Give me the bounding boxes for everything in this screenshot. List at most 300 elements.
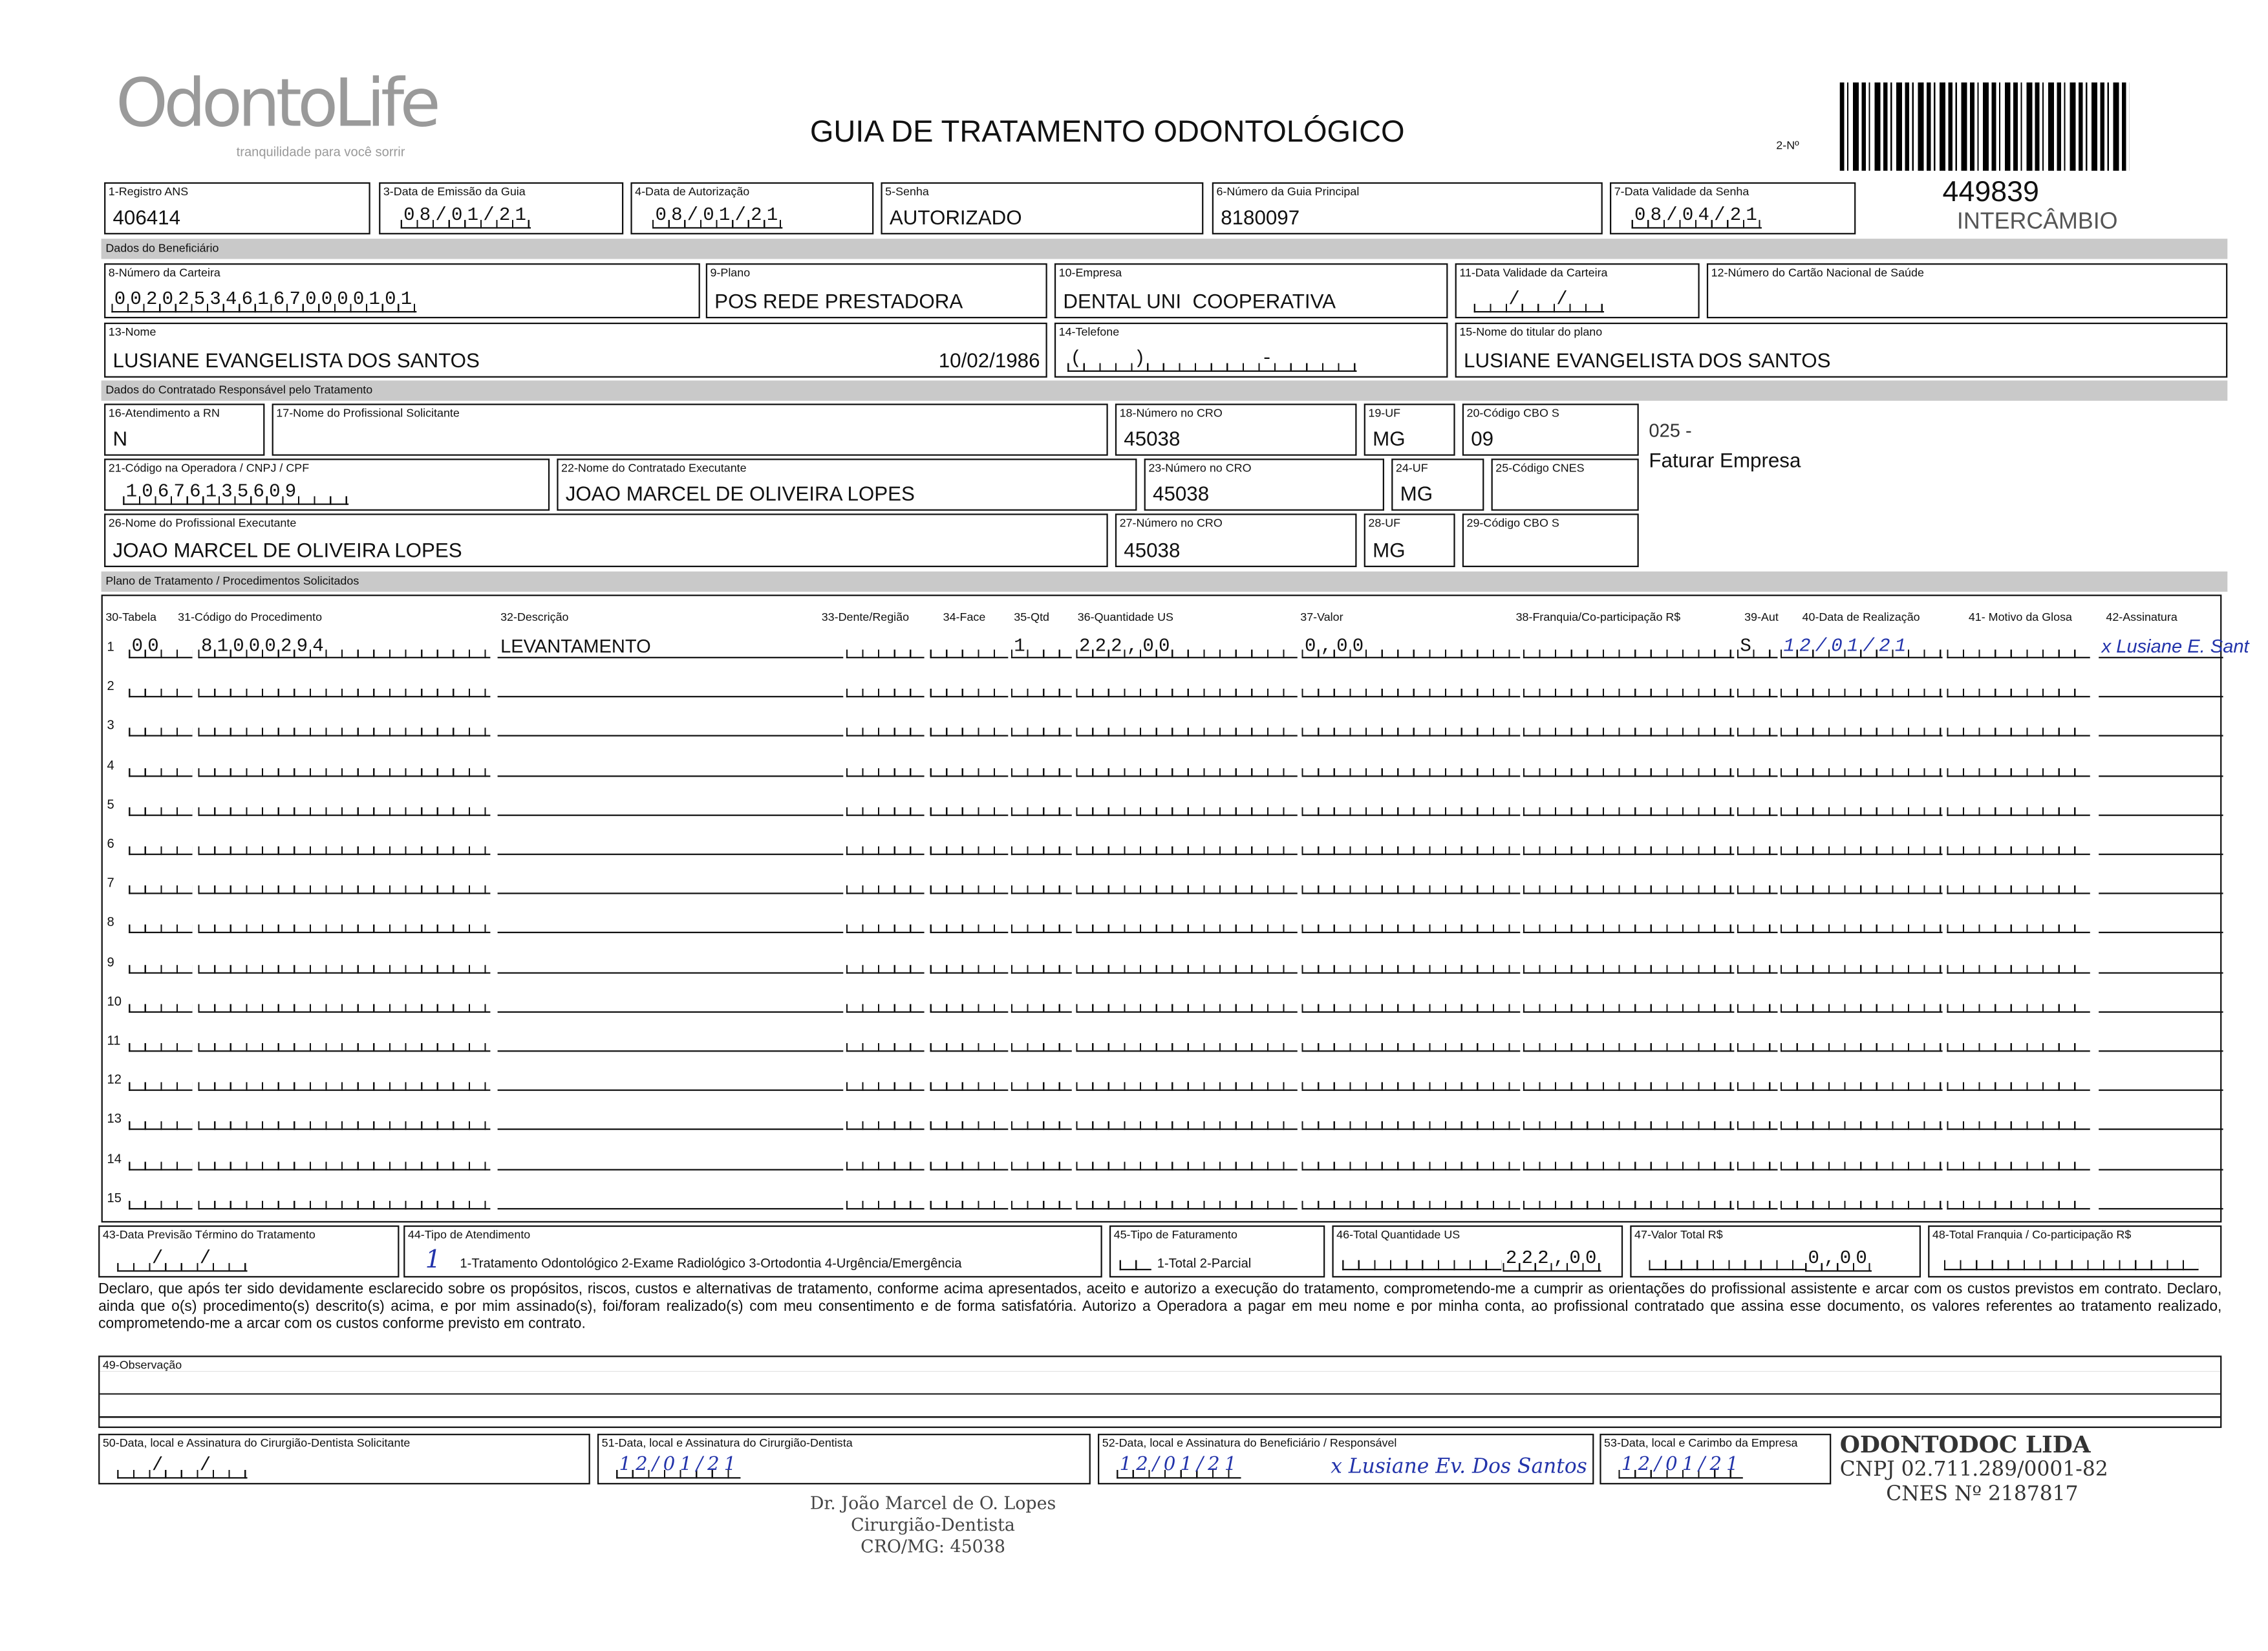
cell-dente[interactable] <box>846 911 925 934</box>
cell-glosa[interactable] <box>1947 1029 2090 1052</box>
row-number: 14 <box>107 1150 122 1166</box>
cell-franquia[interactable] <box>1523 1147 1735 1170</box>
cell-tabela[interactable] <box>129 950 192 973</box>
cell-assinatura[interactable] <box>2099 911 2223 934</box>
cell-qtd[interactable] <box>1011 714 1072 737</box>
field-uf-19 <box>1364 404 1455 456</box>
cell-aut[interactable] <box>1737 989 1778 1013</box>
cell-descricao[interactable]: LEVANTAMENTO <box>498 635 844 658</box>
cell-tabela[interactable] <box>129 1147 192 1170</box>
cell-dente[interactable] <box>846 1107 925 1130</box>
cell-qtd[interactable] <box>1011 1068 1072 1091</box>
table-row <box>103 1139 2220 1178</box>
value[interactable]: 08/01/21 <box>652 204 782 228</box>
cell-assinatura[interactable] <box>2099 714 2223 737</box>
label: 19-UF <box>1368 406 1401 420</box>
cell-assinatura[interactable] <box>2099 793 2223 816</box>
cell-valor[interactable] <box>1301 674 1520 698</box>
value[interactable]: JOAO MARCEL DE OLIVEIRA LOPES <box>112 538 462 562</box>
cell-valor[interactable]: 0,00 <box>1301 635 1520 658</box>
cell-face[interactable] <box>930 753 1009 777</box>
cell-qtd-us[interactable] <box>1076 674 1297 698</box>
cell-glosa[interactable] <box>1947 793 2090 816</box>
cell-face[interactable] <box>930 832 1009 855</box>
cell-tabela[interactable] <box>129 714 192 737</box>
slot-lines <box>1649 1253 1805 1270</box>
cell-face[interactable] <box>930 714 1009 737</box>
cell-glosa[interactable] <box>1947 1186 2090 1209</box>
birth-date[interactable]: 10/02/1986 <box>938 349 1040 372</box>
value[interactable]: 09 <box>1471 426 1494 450</box>
cell-assinatura[interactable]: x Lusiane E. Sant <box>2099 635 2223 658</box>
cell-assinatura[interactable] <box>2099 1186 2223 1209</box>
cell-franquia[interactable] <box>1523 911 1735 934</box>
cell-qtd-us[interactable]: 222,00 <box>1076 635 1297 658</box>
cell-codigo[interactable] <box>198 1068 490 1091</box>
slot-lines <box>1342 1253 1501 1270</box>
cell-tabela[interactable] <box>129 753 192 777</box>
row-number: 5 <box>107 797 114 812</box>
row-number: 9 <box>107 954 114 969</box>
cell-data[interactable] <box>1781 793 1943 816</box>
value[interactable]: 8180097 <box>1221 205 1300 229</box>
cell-tabela[interactable] <box>129 911 192 934</box>
cell-dente[interactable] <box>846 871 925 894</box>
cell-data[interactable] <box>1781 950 1943 973</box>
cell-aut[interactable] <box>1737 674 1778 698</box>
label: 52-Data, local e Assinatura do Beneficiário / Responsável <box>1102 1436 1397 1450</box>
cell-valor[interactable] <box>1301 1186 1520 1209</box>
label: 22-Nome do Contratado Executante <box>561 461 747 475</box>
date[interactable]: 12/01/21 <box>1618 1454 1742 1478</box>
label: 46-Total Quantidade US <box>1336 1228 1460 1242</box>
cell-descricao[interactable] <box>498 1107 844 1130</box>
stamp-cnes: CNES Nº 2187817 <box>1886 1483 2079 1506</box>
field-nome <box>104 323 1047 378</box>
cell-face[interactable] <box>930 950 1009 973</box>
cell-data[interactable] <box>1781 871 1943 894</box>
cell-codigo[interactable] <box>198 1147 490 1170</box>
cell-franquia[interactable] <box>1523 793 1735 816</box>
row-number: 12 <box>107 1072 122 1087</box>
cell-qtd[interactable]: 1 <box>1011 635 1072 658</box>
value[interactable]: N <box>112 426 128 450</box>
cell-franquia[interactable] <box>1523 635 1735 658</box>
cell-codigo[interactable] <box>198 989 490 1013</box>
cell-face[interactable] <box>930 635 1009 658</box>
cell-assinatura[interactable] <box>2099 674 2223 698</box>
stamp-title: Cirurgião-Dentista <box>851 1515 1015 1535</box>
cell-descricao[interactable] <box>498 793 844 816</box>
cell-data[interactable] <box>1781 1186 1943 1209</box>
cell-assinatura[interactable] <box>2099 871 2223 894</box>
cell-descricao[interactable] <box>498 950 844 973</box>
guide-number-label: 2-Nº <box>1776 138 1799 152</box>
cell-qtd-us[interactable] <box>1076 1147 1297 1170</box>
value[interactable]: LUSIANE EVANGELISTA DOS SANTOS <box>112 349 480 372</box>
cell-dente[interactable] <box>846 950 925 973</box>
cell-assinatura[interactable] <box>2099 832 2223 855</box>
cell-data[interactable] <box>1781 753 1943 777</box>
cell-face[interactable] <box>930 1147 1009 1170</box>
cell-qtd-us[interactable] <box>1076 1107 1297 1130</box>
label: 8-Número da Carteira <box>108 266 220 279</box>
cell-valor[interactable] <box>1301 911 1520 934</box>
row-number: 2 <box>107 678 114 694</box>
row-number: 3 <box>107 718 114 733</box>
cell-tabela[interactable] <box>129 793 192 816</box>
cell-codigo[interactable] <box>198 950 490 973</box>
cell-face[interactable] <box>930 674 1009 698</box>
cell-dente[interactable] <box>846 1147 925 1170</box>
label: 49-Observação <box>102 1358 182 1372</box>
cell-qtd[interactable] <box>1011 989 1072 1013</box>
cell-aut[interactable] <box>1737 950 1778 973</box>
cell-codigo[interactable] <box>198 753 490 777</box>
cell-qtd-us[interactable] <box>1076 1068 1297 1091</box>
label: 18-Número no CRO <box>1119 406 1223 420</box>
cell-codigo[interactable] <box>198 793 490 816</box>
cell-glosa[interactable] <box>1947 989 2090 1013</box>
value[interactable]: ( ) - <box>1067 347 1357 372</box>
cell-franquia[interactable] <box>1523 1107 1735 1130</box>
cell-data[interactable] <box>1781 674 1943 698</box>
cell-valor[interactable] <box>1301 714 1520 737</box>
value[interactable]: 10676135609 <box>123 480 348 505</box>
cell-descricao[interactable] <box>498 1186 844 1209</box>
cell-qtd-us[interactable] <box>1076 1186 1297 1209</box>
cell-qtd-us[interactable] <box>1076 1029 1297 1052</box>
cell-qtd[interactable] <box>1011 793 1072 816</box>
cell-face[interactable] <box>930 793 1009 816</box>
value[interactable]: 45038 <box>1124 426 1181 450</box>
value[interactable]: POS REDE PRESTADORA <box>714 289 963 313</box>
label: 6-Número da Guia Principal <box>1216 185 1360 199</box>
cell-glosa[interactable] <box>1947 753 2090 777</box>
table-row <box>103 667 2220 706</box>
label: 27-Número no CRO <box>1119 516 1223 530</box>
row-number: 7 <box>107 875 114 890</box>
cell-descricao[interactable] <box>498 989 844 1013</box>
cell-qtd[interactable] <box>1011 1107 1072 1130</box>
cell-franquia[interactable] <box>1523 674 1735 698</box>
value[interactable] <box>1944 1253 2199 1270</box>
cell-dente[interactable] <box>846 714 925 737</box>
cell-tabela[interactable] <box>129 871 192 894</box>
cell-codigo[interactable] <box>198 714 490 737</box>
column-header: 42-Assinatura <box>2106 610 2177 624</box>
cell-descricao[interactable] <box>498 1147 844 1170</box>
cell-franquia[interactable] <box>1523 753 1735 777</box>
cell-dente[interactable] <box>846 832 925 855</box>
logo-text: OdontoLife <box>115 63 437 142</box>
cell-dente[interactable] <box>846 635 925 658</box>
label: 7-Data Validade da Senha <box>1614 185 1749 199</box>
cell-descricao[interactable] <box>498 871 844 894</box>
cell-valor[interactable] <box>1301 1029 1520 1052</box>
cell-dente[interactable] <box>846 1186 925 1209</box>
value[interactable]: 406414 <box>112 205 181 229</box>
cell-qtd-us[interactable] <box>1076 950 1297 973</box>
date[interactable]: 12/01/21 <box>1117 1454 1241 1478</box>
cell-qtd-us[interactable] <box>1076 989 1297 1013</box>
cell-assinatura[interactable] <box>2099 950 2223 973</box>
cell-glosa[interactable] <box>1947 871 2090 894</box>
cell-aut[interactable] <box>1737 1186 1778 1209</box>
value[interactable]: LUSIANE EVANGELISTA DOS SANTOS <box>1464 349 1831 372</box>
cell-qtd[interactable] <box>1011 1147 1072 1170</box>
value[interactable]: / / <box>117 1247 247 1271</box>
row-number: 11 <box>107 1033 121 1048</box>
column-header: 33-Dente/Região <box>821 610 910 624</box>
label: 47-Valor Total R$ <box>1634 1228 1723 1242</box>
value[interactable]: 0020253461670000101 <box>111 288 416 312</box>
stamp-cnpj: CNPJ 02.711.289/0001-82 <box>1839 1458 2108 1482</box>
field-cbo-20 <box>1462 404 1639 456</box>
cell-face[interactable] <box>930 1186 1009 1209</box>
cell-franquia[interactable] <box>1523 1068 1735 1091</box>
cell-face[interactable] <box>930 1068 1009 1091</box>
cell-franquia[interactable] <box>1523 871 1735 894</box>
stamp-company-name: ODONTODOC LIDA <box>1839 1430 2091 1459</box>
cell-face[interactable] <box>930 871 1009 894</box>
cell-franquia[interactable] <box>1523 714 1735 737</box>
cell-data[interactable] <box>1781 1068 1943 1091</box>
label: 53-Data, local e Carimbo da Empresa <box>1604 1436 1798 1450</box>
cell-face[interactable] <box>930 989 1009 1013</box>
value[interactable]: AUTORIZADO <box>889 205 1022 229</box>
cell-data[interactable] <box>1781 714 1943 737</box>
guide-type: INTERCÂMBIO <box>1956 210 2118 235</box>
cell-qtd[interactable] <box>1011 950 1072 973</box>
cell-valor[interactable] <box>1301 753 1520 777</box>
value[interactable]: JOAO MARCEL DE OLIVEIRA LOPES <box>565 481 915 505</box>
cell-qtd[interactable] <box>1011 911 1072 934</box>
cell-descricao[interactable] <box>498 714 844 737</box>
cell-descricao[interactable] <box>498 911 844 934</box>
date[interactable]: / / <box>117 1454 247 1478</box>
label: 14-Telefone <box>1058 325 1120 339</box>
cell-glosa[interactable] <box>1947 1068 2090 1091</box>
cell-valor[interactable] <box>1301 950 1520 973</box>
cell-face[interactable] <box>930 1029 1009 1052</box>
column-header: 32-Descrição <box>500 610 569 624</box>
label: 15-Nome do titular do plano <box>1459 325 1603 339</box>
cell-tabela[interactable] <box>129 1107 192 1130</box>
cell-glosa[interactable] <box>1947 714 2090 737</box>
cell-aut[interactable] <box>1737 1147 1778 1170</box>
cell-descricao[interactable] <box>498 1068 844 1091</box>
cell-assinatura[interactable] <box>2099 1107 2223 1130</box>
cell-valor[interactable] <box>1301 793 1520 816</box>
field-valor-total <box>1630 1225 1921 1278</box>
cell-data[interactable] <box>1781 911 1943 934</box>
column-header: 31-Código do Procedimento <box>178 610 323 624</box>
cell-tabela[interactable] <box>129 832 192 855</box>
cell-valor[interactable] <box>1301 1068 1520 1091</box>
cell-descricao[interactable] <box>498 1029 844 1052</box>
value[interactable]: / / <box>1474 288 1604 312</box>
cell-aut[interactable] <box>1737 832 1778 855</box>
cell-franquia[interactable] <box>1523 1186 1735 1209</box>
date[interactable]: 12/01/21 <box>616 1454 740 1478</box>
value[interactable]: 222,00 <box>1503 1247 1601 1271</box>
cell-qtd-us[interactable] <box>1076 793 1297 816</box>
cell-codigo[interactable] <box>198 674 490 698</box>
cell-glosa[interactable] <box>1947 1107 2090 1130</box>
cell-aut[interactable] <box>1737 793 1778 816</box>
cell-qtd[interactable] <box>1011 1029 1072 1052</box>
cell-franquia[interactable] <box>1523 950 1735 973</box>
cell-aut[interactable] <box>1737 871 1778 894</box>
cell-aut[interactable] <box>1737 1068 1778 1091</box>
cell-glosa[interactable] <box>1947 950 2090 973</box>
cell-qtd[interactable] <box>1011 1186 1072 1209</box>
field-plano <box>706 263 1047 318</box>
label: 48-Total Franquia / Co-participação R$ <box>1932 1228 2132 1242</box>
cell-aut[interactable] <box>1737 911 1778 934</box>
cell-assinatura[interactable] <box>2099 753 2223 777</box>
row-number: 13 <box>107 1112 122 1127</box>
value[interactable]: 08/01/21 <box>401 204 531 228</box>
procedures-table <box>102 594 2249 1222</box>
cell-assinatura[interactable] <box>2099 1068 2223 1091</box>
company-stamp <box>1840 1432 2108 1507</box>
cell-codigo[interactable] <box>198 832 490 855</box>
cell-valor[interactable] <box>1301 1107 1520 1130</box>
cell-franquia[interactable] <box>1523 989 1735 1013</box>
cell-valor[interactable] <box>1301 989 1520 1013</box>
row-number: 1 <box>107 639 114 654</box>
value-box[interactable] <box>1120 1253 1151 1270</box>
cell-assinatura[interactable] <box>2099 1029 2223 1052</box>
cell-dente[interactable] <box>846 989 925 1013</box>
label: 21-Código na Operadora / CNPJ / CPF <box>108 461 310 475</box>
cell-qtd-us[interactable] <box>1076 753 1297 777</box>
cell-descricao[interactable] <box>498 753 844 777</box>
cell-qtd-us[interactable] <box>1076 911 1297 934</box>
cell-dente[interactable] <box>846 793 925 816</box>
cell-dente[interactable] <box>846 753 925 777</box>
cell-codigo[interactable] <box>198 1186 490 1209</box>
cell-data[interactable] <box>1781 989 1943 1013</box>
field-senha <box>881 182 1203 235</box>
cell-dente[interactable] <box>846 1029 925 1052</box>
cell-tabela[interactable] <box>129 1186 192 1209</box>
cell-glosa[interactable] <box>1947 1147 2090 1170</box>
cell-aut[interactable] <box>1737 753 1778 777</box>
value[interactable]: 45038 <box>1153 481 1210 505</box>
cell-tabela[interactable] <box>129 1068 192 1091</box>
label: 51-Data, local e Assinatura do Cirurgião-Dentista <box>601 1436 853 1450</box>
cell-tabela[interactable] <box>129 1029 192 1052</box>
cell-qtd[interactable] <box>1011 753 1072 777</box>
cell-qtd[interactable] <box>1011 832 1072 855</box>
label: 9-Plano <box>710 266 751 279</box>
cell-tabela[interactable] <box>129 674 192 698</box>
value[interactable]: MG <box>1373 426 1406 450</box>
cell-face[interactable] <box>930 1107 1009 1130</box>
cell-aut[interactable]: S <box>1737 635 1778 658</box>
cell-codigo[interactable]: 81000294 <box>198 635 490 658</box>
column-header: 34-Face <box>943 610 986 624</box>
cell-glosa[interactable] <box>1947 832 2090 855</box>
cell-data[interactable] <box>1781 832 1943 855</box>
cell-glosa[interactable] <box>1947 635 2090 658</box>
table-row <box>103 1061 2220 1099</box>
field-data-emissao <box>379 182 623 235</box>
cell-qtd-us[interactable] <box>1076 871 1297 894</box>
value[interactable]: 0,00 <box>1805 1247 1872 1271</box>
label: 24-UF <box>1395 461 1428 475</box>
page-title: GUIA DE TRATAMENTO ODONTOLÓGICO <box>809 115 1405 149</box>
cell-tabela[interactable]: 00 <box>129 635 192 658</box>
label: 5-Senha <box>885 185 929 199</box>
value[interactable]: 08/04/21 <box>1632 204 1762 228</box>
cell-valor[interactable] <box>1301 1147 1520 1170</box>
value[interactable]: 45038 <box>1124 538 1181 562</box>
cell-codigo[interactable] <box>198 871 490 894</box>
cell-aut[interactable] <box>1737 1107 1778 1130</box>
side-note-code: 025 - <box>1649 419 1692 442</box>
field-validade-senha <box>1610 182 1856 235</box>
value[interactable]: MG <box>1373 538 1406 562</box>
cell-descricao[interactable] <box>498 674 844 698</box>
cell-dente[interactable] <box>846 674 925 698</box>
cell-assinatura[interactable] <box>2099 989 2223 1013</box>
cell-aut[interactable] <box>1737 714 1778 737</box>
logo-tagline: tranquilidade para você sorrir <box>236 144 405 160</box>
field-total-us <box>1332 1225 1623 1278</box>
cell-data[interactable] <box>1781 1147 1943 1170</box>
cell-qtd-us[interactable] <box>1076 832 1297 855</box>
cell-data[interactable]: 12/01/21 <box>1781 635 1943 658</box>
label: 11-Data Validade da Carteira <box>1459 266 1608 279</box>
label: 23-Número no CRO <box>1148 461 1252 475</box>
value[interactable]: 1 <box>425 1246 441 1275</box>
cell-codigo[interactable] <box>198 1029 490 1052</box>
field-prof-solicitante <box>272 404 1108 456</box>
cell-dente[interactable] <box>846 1068 925 1091</box>
value[interactable]: MG <box>1400 481 1433 505</box>
cell-aut[interactable] <box>1737 1029 1778 1052</box>
label: 4-Data de Autorização <box>635 185 750 199</box>
cell-codigo[interactable] <box>198 1107 490 1130</box>
value[interactable]: DENTAL UNI COOPERATIVA <box>1063 289 1336 313</box>
cell-valor[interactable] <box>1301 871 1520 894</box>
cell-tabela[interactable] <box>129 989 192 1013</box>
cell-qtd[interactable] <box>1011 871 1072 894</box>
cell-descricao[interactable] <box>498 832 844 855</box>
label: 29-Código CBO S <box>1466 516 1559 530</box>
cell-data[interactable] <box>1781 1029 1943 1052</box>
cell-glosa[interactable] <box>1947 911 2090 934</box>
cell-franquia[interactable] <box>1523 832 1735 855</box>
cell-qtd-us[interactable] <box>1076 714 1297 737</box>
cell-glosa[interactable] <box>1947 674 2090 698</box>
cell-assinatura[interactable] <box>2099 1147 2223 1170</box>
cell-qtd[interactable] <box>1011 674 1072 698</box>
cell-codigo[interactable] <box>198 911 490 934</box>
cell-data[interactable] <box>1781 1107 1943 1130</box>
field-registro-ans <box>104 182 370 235</box>
row-number: 8 <box>107 914 114 930</box>
cell-face[interactable] <box>930 911 1009 934</box>
cell-franquia[interactable] <box>1523 1029 1735 1052</box>
label: 10-Empresa <box>1058 266 1122 279</box>
cell-valor[interactable] <box>1301 832 1520 855</box>
row-number: 10 <box>107 993 122 1008</box>
